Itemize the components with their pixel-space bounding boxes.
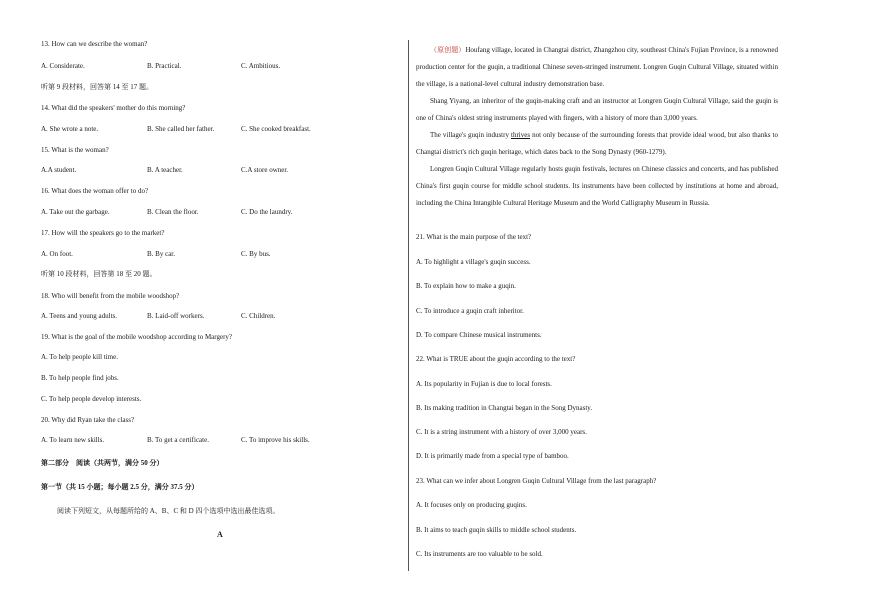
question-14: 14. What did the speakers' mother do this morning?	[41, 104, 186, 112]
option-a: A. She wrote a note.	[41, 125, 99, 133]
option-c: C. By bus.	[241, 250, 271, 258]
question-16: 16. What does the woman offer to do?	[41, 187, 149, 195]
passage-paragraph-3: The village's guqin industry thrives not only because of the surrounding forests that provide ideal wood, but also thanks to Changtai district's rich guqin heritage, which dates back to the Song Dynasty (960-1279).	[416, 131, 778, 156]
option-b: B. She called her father.	[147, 125, 215, 133]
question-23: 23. What can we infer about Longren Guqin Cultural Village from the last paragraph?	[416, 477, 657, 485]
question-23-option-c: C. Its instruments are too valuable to be sold.	[416, 550, 543, 558]
option-a: A. To learn new skills.	[41, 436, 105, 444]
option-a: A.A student.	[41, 166, 77, 174]
question-21-option-c: C. To introduce a guqin craft inheritor.	[416, 307, 524, 315]
option-a: A. Considerate.	[41, 62, 85, 70]
option-a: A. Teens and young adults.	[41, 312, 117, 320]
question-21-option-b: B. To explain how to make a guqin.	[416, 282, 516, 290]
question-17: 17. How will the speakers go to the market?	[41, 229, 165, 237]
question-19-option-c: C. To help people develop interests.	[41, 395, 142, 403]
question-19: 19. What is the goal of the mobile woodshop according to Margery?	[41, 333, 233, 341]
option-c: C. Do the laundry.	[241, 208, 293, 216]
option-b: B. To get a certificate.	[147, 436, 209, 444]
option-a: A. On foot.	[41, 250, 73, 258]
question-23-option-a: A. It focuses only on producing guqins.	[416, 501, 527, 509]
material-10-heading: 听第 10 段材料，回答第 18 至 20 题。	[41, 270, 157, 278]
question-22-option-b: B. Its making tradition in Changtai began in the Song Dynasty.	[416, 404, 593, 412]
question-22-option-c: C. It is a string instrument with a history of over 3,000 years.	[416, 428, 587, 436]
question-21-option-d: D. To compare Chinese musical instruments.	[416, 331, 542, 339]
column-divider	[408, 40, 409, 571]
option-c: C. She cooked breakfast.	[241, 125, 311, 133]
question-18: 18. Who will benefit from the mobile woodshop?	[41, 292, 180, 300]
material-9-heading: 听第 9 段材料，回答第 14 至 17 题。	[41, 83, 153, 91]
question-21: 21. What is the main purpose of the text?	[416, 233, 532, 241]
passage-a-label: A	[217, 530, 223, 539]
underlined-word: thrives	[511, 131, 531, 139]
question-23-option-b: B. It aims to teach guqin skills to middle school students.	[416, 526, 577, 534]
question-13: 13. How can we describe the woman?	[41, 40, 148, 48]
option-c: C. Ambitious.	[241, 62, 281, 70]
option-c: C. To improve his skills.	[241, 436, 310, 444]
question-22-option-a: A. Its popularity in Fujian is due to local forests.	[416, 380, 552, 388]
option-b: B. A teacher.	[147, 166, 183, 174]
part-two-heading: 第二部分 阅读（共两节，满分 50 分）	[41, 459, 164, 467]
question-21-option-a: A. To highlight a village's guqin success.	[416, 258, 531, 266]
question-15: 15. What is the woman?	[41, 146, 109, 154]
question-22-option-d: D. It is primarily made from a special type of bamboo.	[416, 452, 569, 460]
option-c: C.A store owner.	[241, 166, 289, 174]
passage-paragraph-4: Longren Guqin Cultural Village regularly hosts guqin festivals, lectures on Chinese classics and concerts, and has published China's first guqin course for middle school students. Its instruments have been collected by institutions at home and abroad, including the China Intangible Cultural Heritage Museum and the World Calligraphy Museum in Russia.	[416, 165, 778, 207]
original-question-tag: （原创题）	[430, 46, 466, 54]
option-b: B. Practical.	[147, 62, 182, 70]
question-22: 22. What is TRUE about the guqin according to the text?	[416, 355, 576, 363]
option-b: B. Laid-off workers.	[147, 312, 205, 320]
question-19-option-b: B. To help people find jobs.	[41, 374, 119, 382]
question-20: 20. Why did Ryan take the class?	[41, 416, 135, 424]
option-b: B. Clean the floor.	[147, 208, 199, 216]
passage-paragraph-2: Shang Yiyang, an inheritor of the guqin-making craft and an instructor at Longren Guqin Cultural Village, said the guqin is one of China's oldest string instruments played with fingers, with a history of more than 3,000 years.	[416, 97, 778, 122]
question-19-option-a: A. To help people kill time.	[41, 353, 118, 361]
passage-paragraph-1: （原创题）Houfang village, located in Changtai district, Zhangzhou city, southeast China's Fujian Province, is a renowned production center for the guqin, a traditional Chinese seven-stringed instrument. Longren Guqin Cultural Village, situated within the village, is a national-level cultural industry demonstration base.	[416, 46, 778, 88]
option-a: A. Take out the garbage.	[41, 208, 110, 216]
reading-instructions: 阅读下列短文，从每题所给的 A、B、C 和 D 四个选项中选出最佳选项。	[57, 507, 280, 515]
option-b: B. By car.	[147, 250, 175, 258]
option-c: C. Children.	[241, 312, 276, 320]
section-one-heading: 第一节（共 15 小题；每小题 2.5 分，满分 37.5 分）	[41, 483, 199, 491]
